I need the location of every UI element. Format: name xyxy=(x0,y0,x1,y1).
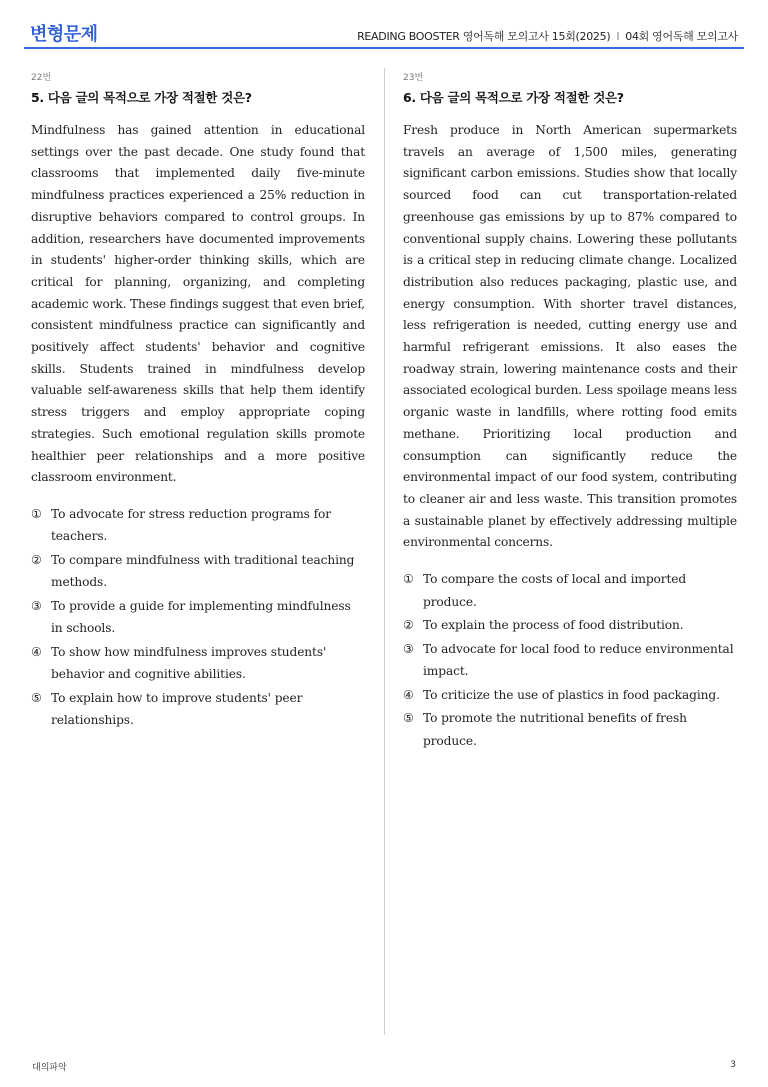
choice-mark: ③ xyxy=(403,641,414,656)
answer-choice-3[interactable] xyxy=(403,638,737,683)
choice-text: To criticize the use of plastics in food packaging. xyxy=(423,687,720,702)
choice-text: To explain the process of food distribution. xyxy=(423,618,684,633)
choice-text: To show how mindfulness improves students' behavior and cognitive abilities. xyxy=(51,644,327,682)
answer-choice-3[interactable] xyxy=(31,595,365,640)
answer-choice-4[interactable] xyxy=(31,641,365,686)
header-book-info xyxy=(357,28,738,44)
answer-choice-1[interactable] xyxy=(31,503,365,548)
answer-choice-5[interactable] xyxy=(403,707,737,752)
choice-mark: ⑤ xyxy=(31,690,42,705)
footer-publisher: 대의파악 xyxy=(32,1063,67,1073)
passage-text: Fresh produce in North American supermarkets travels an average of 1,500 miles, generating significant carbon emissions. Studies show that locally sourced food can cut transportation-related greenhouse gas emissions by up to 87% compared to conventional supply chains. Lowering these pollutants is a critical step in reducing climate change. Localized distribution also reduces packaging, plastic use, and energy consumption. With shorter travel distances, less refrigeration is needed, cutting energy use and harmful refrigerant emissions. It also eases the roadway strain, lowering maintenance costs and their associated ecological burden. Less spoilage means less organic waste in landfills, where rotting food emits methane. Prioritizing local production and consumption can significantly reduce the environmental impact of our food system, contributing to cleaner air and less waste. This transition promotes a sustainable planet by effectively addressing multiple environmental concerns. xyxy=(403,123,737,550)
question-number-label: 22번 xyxy=(31,73,52,83)
choice-mark: ① xyxy=(31,506,42,521)
answer-choice-2[interactable] xyxy=(403,614,737,637)
answer-choice-1[interactable] xyxy=(403,568,737,613)
question-column-left xyxy=(31,70,365,733)
choice-mark: ③ xyxy=(31,598,42,613)
question-number-label: 23번 xyxy=(403,73,424,83)
choice-mark: ④ xyxy=(31,644,42,659)
answer-choices xyxy=(403,568,737,752)
choice-text: To advocate for local food to reduce environmental impact. xyxy=(423,641,734,679)
question-column-right xyxy=(403,70,737,753)
question-title: 6. 다음 글의 목적으로 가장 적절한 것은? xyxy=(403,90,624,105)
choice-text: To compare the costs of local and imported produce. xyxy=(423,572,687,609)
choice-text: To provide a guide for implementing mindfulness in schools. xyxy=(51,598,351,636)
choice-mark: ① xyxy=(403,572,414,587)
question-title: 5. 다음 글의 목적으로 가장 적절한 것은? xyxy=(31,90,252,105)
choice-text: To promote the nutritional benefits of fresh produce. xyxy=(423,711,687,748)
choice-mark: ⑤ xyxy=(403,711,414,726)
choice-mark: ② xyxy=(403,618,414,633)
choice-text: To advocate for stress reduction programs for teachers. xyxy=(51,506,331,544)
choice-mark: ④ xyxy=(403,687,414,702)
page-header xyxy=(0,0,768,50)
answer-choices xyxy=(31,503,365,732)
test-title: 04회 영어독해 모의고사 xyxy=(625,30,738,43)
header-rule xyxy=(24,47,744,49)
choice-text: To explain how to improve students' peer relationships. xyxy=(51,690,303,728)
choice-mark: ② xyxy=(31,552,42,567)
header-separator: I xyxy=(616,30,620,43)
choice-text: To compare mindfulness with traditional teaching methods. xyxy=(51,552,355,590)
answer-choice-4[interactable] xyxy=(403,684,737,707)
brand-title: 변형문제 xyxy=(30,24,98,45)
answer-choice-5[interactable] xyxy=(31,687,365,732)
answer-choice-2[interactable] xyxy=(31,549,365,594)
book-title: READING BOOSTER 영어독해 모의고사 15회(2025) xyxy=(357,30,611,43)
passage-text: Mindfulness has gained attention in educational settings over the past decade. One study found that classrooms that implemented daily five-minute mindfulness practices experienced a 25% reduction in disruptive behaviors compared to control groups. In addition, researchers have documented improvements in students' higher-order thinking skills, which are critical for planning, organizing, and completing academic work. These findings suggest that even brief, consistent mindfulness practice can significantly and positively affect students' behavior and cognitive skills. Students trained in mindfulness develop valuable self-awareness skills that help them identify stress triggers and employ appropriate coping strategies. Such emotional regulation skills promote healthier peer relationships and a more positive classroom environment. xyxy=(31,123,365,485)
column-divider xyxy=(384,68,385,1035)
page-number: 3 xyxy=(730,1060,736,1070)
